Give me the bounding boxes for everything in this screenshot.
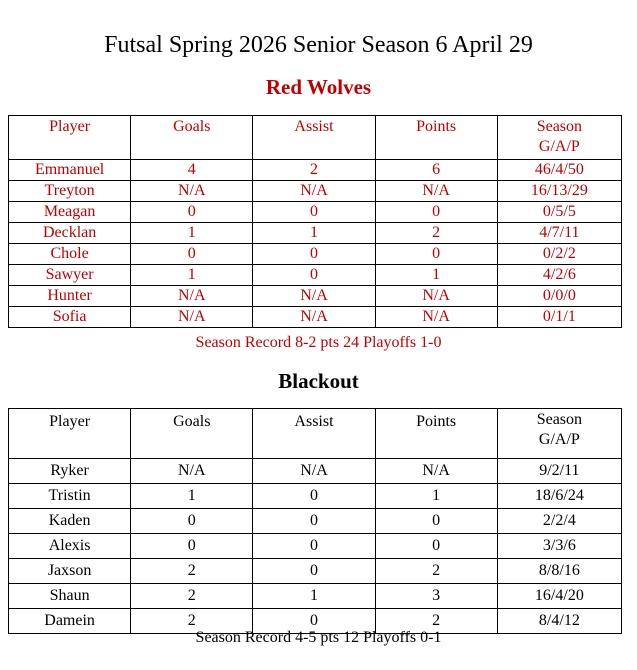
cell-assist: 1 — [253, 223, 375, 244]
cell-points: 1 — [375, 265, 497, 286]
cell-season-gap: 16/13/29 — [497, 181, 621, 202]
column-header-assist: Assist — [253, 116, 375, 160]
cell-goals: 2 — [131, 559, 253, 584]
cell-season-gap: 46/4/50 — [497, 160, 621, 181]
cell-player: Meagan — [9, 202, 131, 223]
cell-player: Alexis — [9, 534, 131, 559]
cell-player: Damein — [9, 609, 131, 634]
cell-assist: 0 — [253, 609, 375, 634]
cell-assist: N/A — [253, 307, 375, 328]
cell-points: 1 — [375, 484, 497, 509]
cell-points: 0 — [375, 509, 497, 534]
cell-season-gap: 0/0/0 — [497, 286, 621, 307]
cell-player: Ryker — [9, 459, 131, 484]
cell-assist: 0 — [253, 244, 375, 265]
cell-points: N/A — [375, 307, 497, 328]
page-title: Futsal Spring 2026 Senior Season 6 April 29 — [104, 32, 533, 58]
table-row — [9, 181, 622, 202]
cell-player: Sofia — [9, 307, 131, 328]
table-row — [9, 584, 622, 609]
cell-goals: 2 — [131, 609, 253, 634]
column-header-player: Player — [9, 116, 131, 160]
cell-points: N/A — [375, 459, 497, 484]
cell-goals: N/A — [131, 286, 253, 307]
cell-points: N/A — [375, 286, 497, 307]
cell-season-gap: 0/1/1 — [497, 307, 621, 328]
cell-player: Hunter — [9, 286, 131, 307]
cell-goals: N/A — [131, 307, 253, 328]
table-row — [9, 286, 622, 307]
cell-assist: 0 — [253, 202, 375, 223]
table-header-row — [9, 116, 622, 160]
column-header-player: Player — [9, 409, 131, 459]
table-row — [9, 307, 622, 328]
cell-season-gap: 0/2/2 — [497, 244, 621, 265]
cell-season-gap: 4/7/11 — [497, 223, 621, 244]
cell-assist: 0 — [253, 484, 375, 509]
cell-player: Decklan — [9, 223, 131, 244]
column-header-assist: Assist — [253, 409, 375, 459]
cell-player: Tristin — [9, 484, 131, 509]
cell-goals: 0 — [131, 202, 253, 223]
cell-assist: 1 — [253, 584, 375, 609]
cell-goals: 4 — [131, 160, 253, 181]
cell-points: 6 — [375, 160, 497, 181]
cell-goals: 2 — [131, 584, 253, 609]
cell-season-gap: 16/4/20 — [497, 584, 621, 609]
cell-goals: 0 — [131, 244, 253, 265]
cell-assist: 0 — [253, 534, 375, 559]
table-row — [9, 223, 622, 244]
blackout-stats-table — [8, 408, 622, 634]
cell-season-gap: 8/8/16 — [497, 559, 621, 584]
column-header-points: Points — [375, 116, 497, 160]
cell-assist: 0 — [253, 559, 375, 584]
cell-points: 2 — [375, 559, 497, 584]
cell-goals: N/A — [131, 181, 253, 202]
team-name-blackout: Blackout — [278, 369, 359, 393]
cell-player: Emmanuel — [9, 160, 131, 181]
table-row — [9, 459, 622, 484]
table-row — [9, 509, 622, 534]
cell-season-gap: 2/2/4 — [497, 509, 621, 534]
red-wolves-stats-table — [8, 115, 622, 328]
column-header-goals: Goals — [131, 116, 253, 160]
cell-assist: N/A — [253, 181, 375, 202]
red-wolves-season-record: Season Record 8-2 pts 24 Playoffs 1-0 — [195, 334, 442, 351]
cell-season-gap: 9/2/11 — [497, 459, 621, 484]
table-header-row — [9, 409, 622, 459]
team-name-red-wolves: Red Wolves — [265, 75, 372, 99]
cell-points: 0 — [375, 534, 497, 559]
cell-points: 2 — [375, 223, 497, 244]
cell-points: 3 — [375, 584, 497, 609]
cell-season-gap: 18/6/24 — [497, 484, 621, 509]
table-row — [9, 160, 622, 181]
cell-season-gap: 8/4/12 — [497, 609, 621, 634]
table-row — [9, 244, 622, 265]
table-row — [9, 559, 622, 584]
cell-goals: 0 — [131, 509, 253, 534]
table-row — [9, 265, 622, 286]
column-header-season-gap: Season G/A/P — [497, 116, 621, 160]
cell-points: N/A — [375, 181, 497, 202]
cell-points: 0 — [375, 202, 497, 223]
table-row — [9, 202, 622, 223]
cell-season-gap: 0/5/5 — [497, 202, 621, 223]
cell-goals: 1 — [131, 484, 253, 509]
cell-points: 2 — [375, 609, 497, 634]
cell-goals: 1 — [131, 265, 253, 286]
cell-player: Jaxson — [9, 559, 131, 584]
table-row — [9, 534, 622, 559]
cell-assist: 0 — [253, 265, 375, 286]
table-row — [9, 484, 622, 509]
column-header-goals: Goals — [131, 409, 253, 459]
column-header-season-gap: Season G/A/P — [497, 409, 621, 459]
cell-goals: 1 — [131, 223, 253, 244]
column-header-points: Points — [375, 409, 497, 459]
cell-assist: 2 — [253, 160, 375, 181]
cell-player: Kaden — [9, 509, 131, 534]
cell-assist: 0 — [253, 509, 375, 534]
cell-assist: N/A — [253, 459, 375, 484]
blackout-season-record: Season Record 4-5 pts 12 Playoffs 0-1 — [195, 629, 442, 646]
cell-player: Sawyer — [9, 265, 131, 286]
cell-player: Chole — [9, 244, 131, 265]
cell-points: 0 — [375, 244, 497, 265]
cell-assist: N/A — [253, 286, 375, 307]
cell-player: Treyton — [9, 181, 131, 202]
cell-goals: N/A — [131, 459, 253, 484]
cell-player: Shaun — [9, 584, 131, 609]
cell-goals: 0 — [131, 534, 253, 559]
cell-season-gap: 3/3/6 — [497, 534, 621, 559]
cell-season-gap: 4/2/6 — [497, 265, 621, 286]
